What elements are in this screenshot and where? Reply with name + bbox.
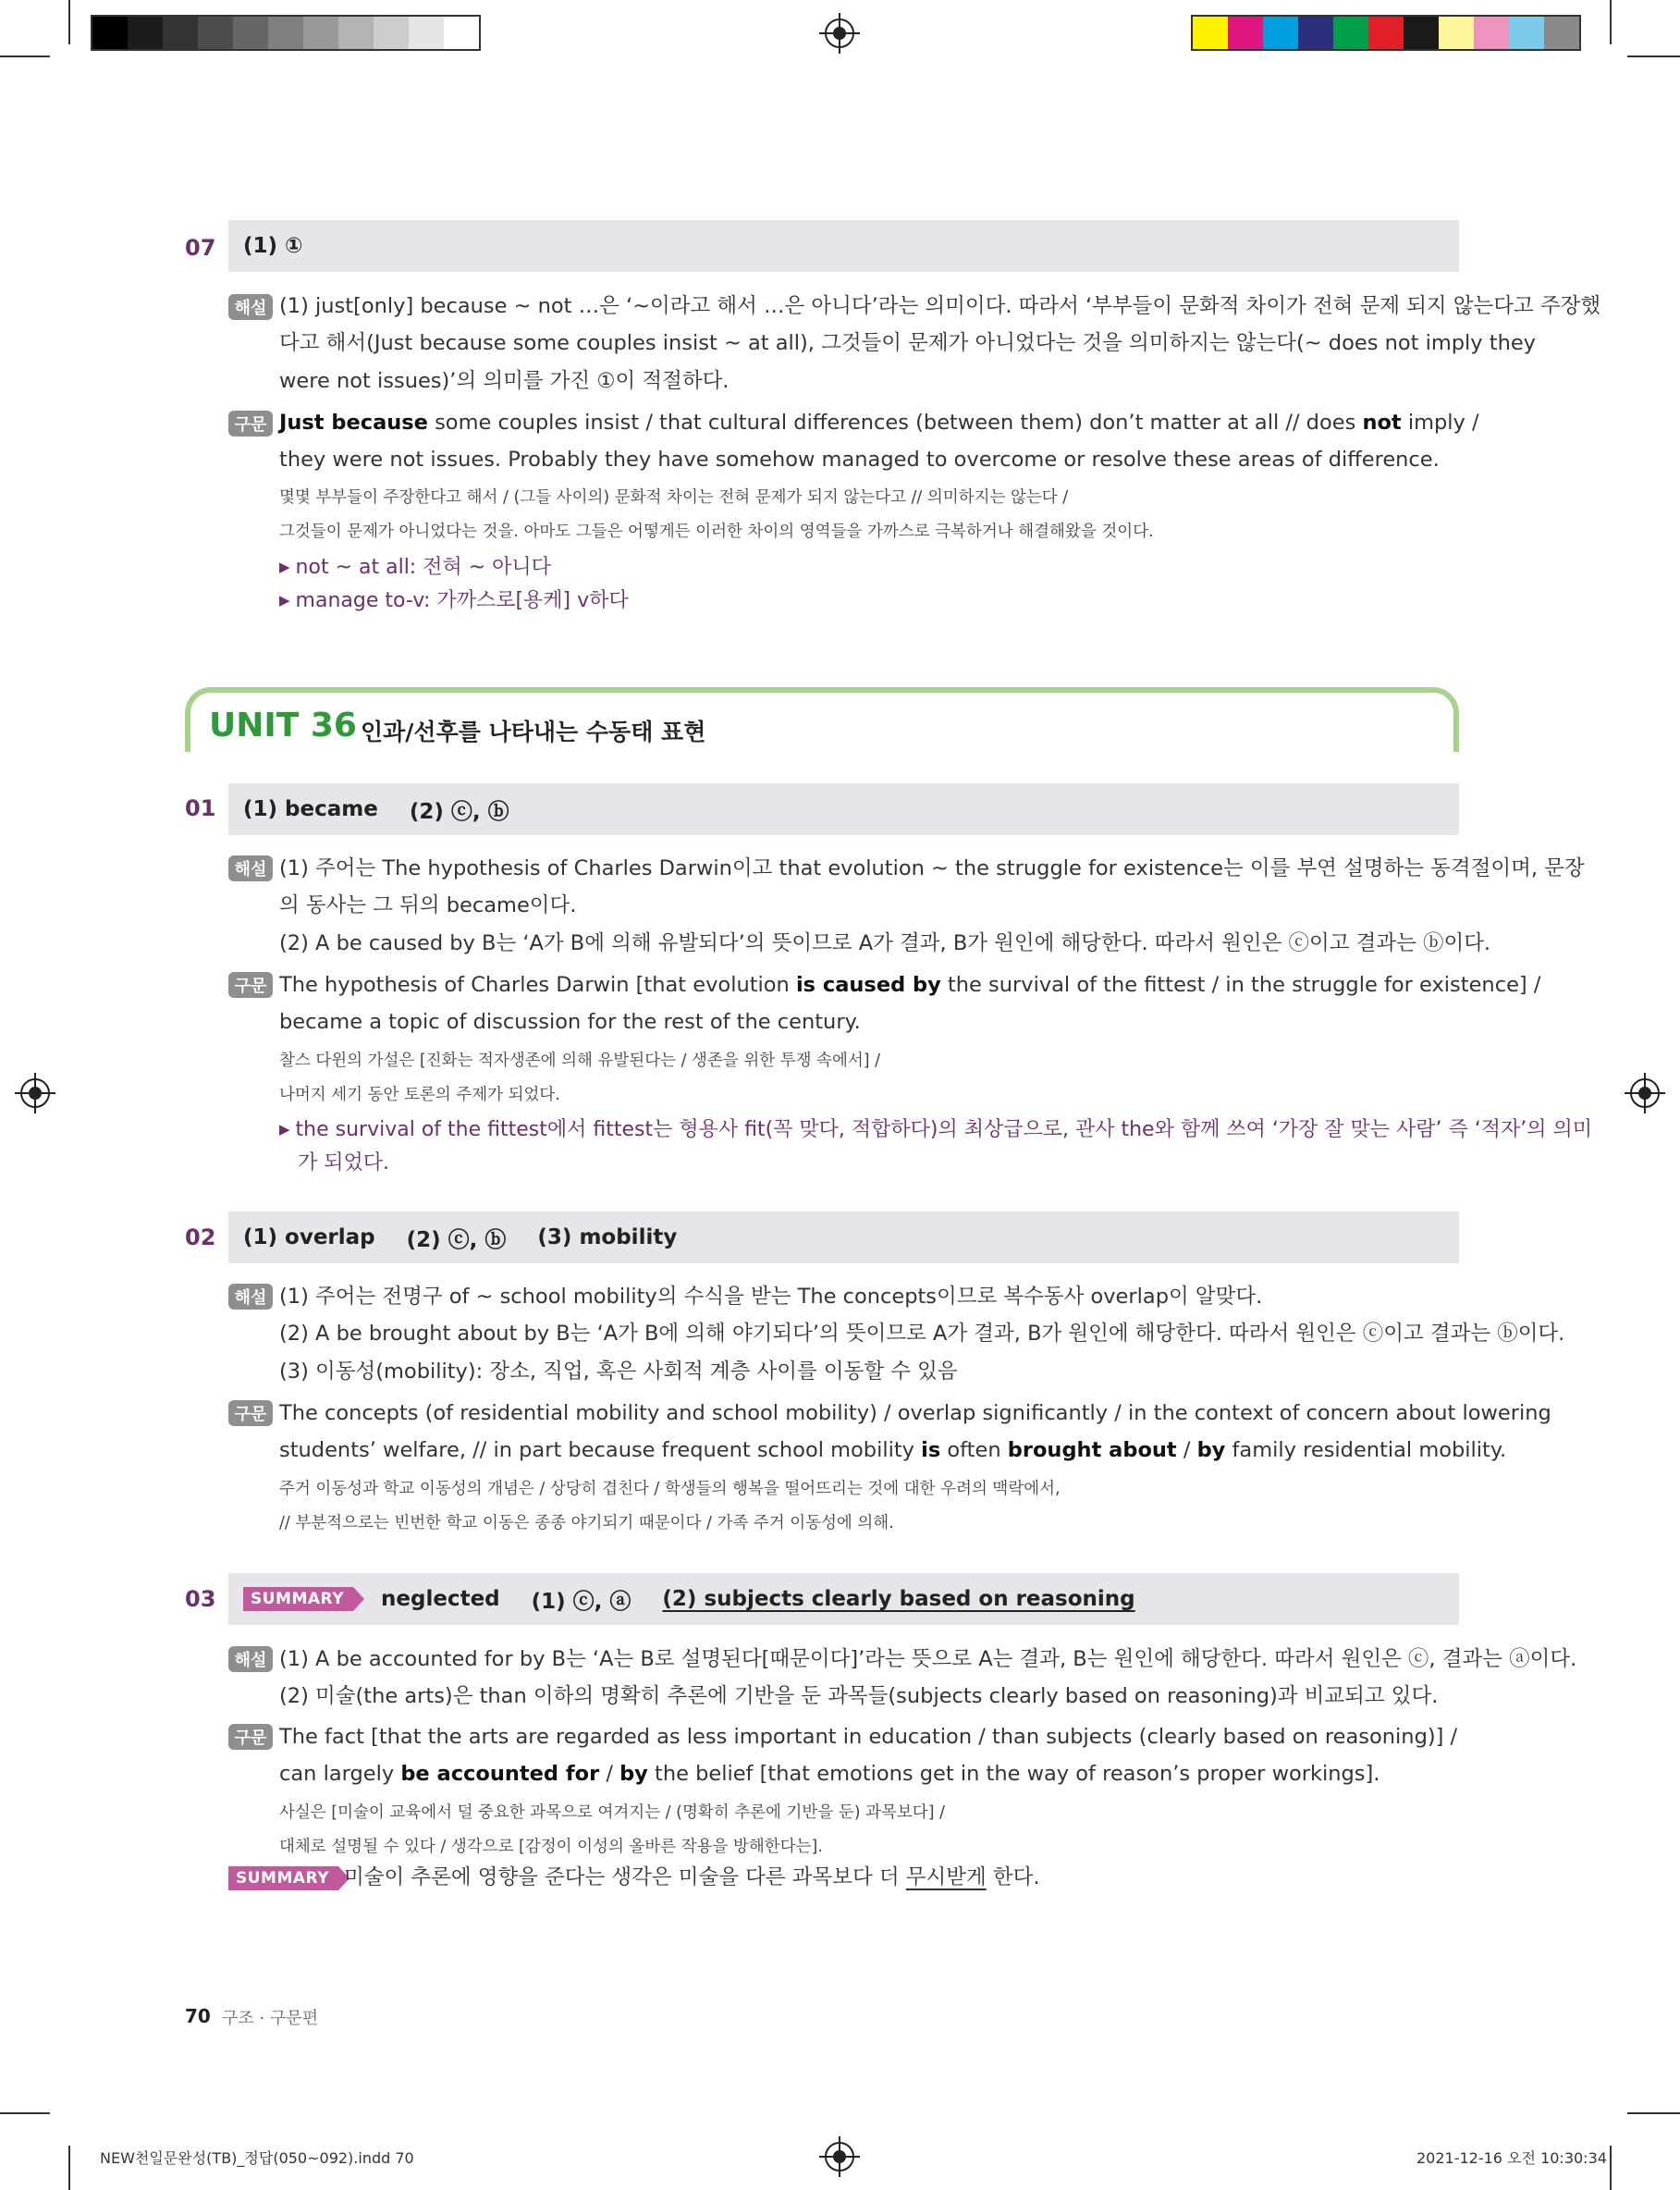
summary-sentence: 미술이 추론에 영향을 준다는 생각은 미술을 다른 과목보다 더 무시받게 한다. bbox=[344, 1865, 1040, 1889]
structure-line: The concepts (of residential mobility and school mobility) / overlap significantly / in the context of concern about lowering bbox=[279, 1401, 1551, 1425]
question-number: 02 bbox=[185, 1224, 216, 1250]
answer-text: (1) became bbox=[243, 797, 378, 821]
korean-translation: 사실은 [미술이 교육에서 덜 중요한 과목으로 여겨지는 / (명확히 추론에 기반을 둔) 과목보다] / bbox=[279, 1803, 945, 1822]
structure-tag: 구문 bbox=[228, 1724, 273, 1750]
explain-line: (1) just[only] because ~ not …은 ‘~이라고 해서 …은 아니다’라는 의미이다. 따라서 ‘부부들이 문화적 차이가 전혀 문제 되지 않는다고 주장했 bbox=[279, 294, 1601, 318]
answer-text: (1) overlap bbox=[243, 1225, 375, 1249]
explain-tag: 해설 bbox=[228, 294, 273, 320]
crop-mark bbox=[1610, 0, 1612, 44]
korean-translation: 대체로 설명될 수 있다 / 생각으로 [감정이 이성의 올바른 작용을 방해한다는]. bbox=[279, 1838, 823, 1856]
explain-line: (1) 주어는 전명구 of ~ school mobility의 수식을 받는 The concepts이므로 복수동사 overlap이 알맞다. bbox=[279, 1285, 1263, 1309]
answer-bar bbox=[228, 783, 1459, 835]
explain-line: 다고 해서(Just because some couples insist ~ at all), 그것들이 문제가 아니었다는 것을 의미하지는 않는다(~ does not imply they bbox=[279, 331, 1536, 355]
grammar-note: ▶ the survival of the fittest에서 fittest는 형용사 fit(꼭 맞다, 적합하다)의 최상급으로, 관사 the와 함께 쓰여 ‘가장 잘 맞는 사람’ 즉 ‘적자’의 의미 bbox=[279, 1113, 1592, 1142]
question-number: 07 bbox=[185, 235, 216, 261]
explain-tag: 해설 bbox=[228, 1284, 273, 1310]
question-number: 03 bbox=[185, 1586, 216, 1612]
summary-badge: SUMMARY bbox=[228, 1866, 338, 1890]
registration-mark-icon bbox=[1630, 1078, 1660, 1108]
registration-mark-icon bbox=[825, 18, 854, 48]
section-name: 구조 · 구문편 bbox=[222, 2009, 319, 2028]
answer-text: (1) ⓒ, ⓐ bbox=[531, 1589, 632, 1614]
answer-text: (3) mobility bbox=[537, 1225, 678, 1249]
korean-translation: 찰스 다윈의 가설은 [진화는 적자생존에 의해 유발된다는 / 생존을 위한 투쟁 속에서] / bbox=[279, 1052, 881, 1070]
answer-bar bbox=[228, 1573, 1459, 1625]
crop-mark bbox=[68, 0, 70, 44]
explain-line: 의 동사는 그 뒤의 became이다. bbox=[279, 893, 577, 917]
question-number: 01 bbox=[185, 795, 216, 821]
crop-mark bbox=[0, 2112, 50, 2114]
korean-translation: 몇몇 부부들이 주장한다고 해서 / (그들 사이의) 문화적 차이는 전혀 문제가 되지 않는다고 // 의미하지는 않는다 / bbox=[279, 488, 1069, 507]
page-number: 70 bbox=[185, 2005, 211, 2027]
grammar-note: ▶ not ~ at all: 전혀 ~ 아니다 bbox=[279, 551, 551, 580]
answer-text: (2) ⓒ, ⓑ bbox=[409, 799, 509, 824]
crop-mark bbox=[1610, 2146, 1612, 2190]
structure-line: Just because some couples insist / that cultural differences (between them) don’t matter at all // does not imply / bbox=[279, 411, 1479, 435]
korean-translation: // 부분적으로는 빈번한 학교 이동은 종종 야기되기 때문이다 / 가족 주거 이동성에 의해. bbox=[279, 1514, 894, 1532]
crop-mark bbox=[1627, 55, 1680, 57]
korean-translation: 나머지 세기 동안 토론의 주제가 되었다. bbox=[279, 1086, 560, 1104]
answer-text: (2) subjects clearly based on reasoning bbox=[662, 1587, 1135, 1611]
structure-line: The fact [that the arts are regarded as less important in education / than subjects (clearly based on reasoning)] / bbox=[279, 1725, 1458, 1749]
unit-label: UNIT 36 bbox=[209, 707, 357, 744]
registration-mark-icon bbox=[20, 1078, 50, 1108]
slug-filename: NEW천일문완성(TB)_정답(050~092).indd 70 bbox=[100, 2149, 414, 2167]
slug-date: 2021-12-16 오전 10:30:34 bbox=[1416, 2149, 1607, 2167]
answer-text: (1) ① bbox=[243, 234, 303, 258]
korean-translation: 주거 이동성과 학교 이동성의 개념은 / 상당히 겹친다 / 학생들의 행복을 떨어뜨리는 것에 대한 우려의 맥락에서, bbox=[279, 1480, 1061, 1498]
explain-line: (1) 주어는 The hypothesis of Charles Darwin이고 that evolution ~ the struggle for existence는 이를 부연 설명하는 동격절이며, 문장 bbox=[279, 856, 1585, 880]
answer-text: (2) ⓒ, ⓑ bbox=[406, 1227, 507, 1252]
unit-title: 인과/선후를 나타내는 수동태 표현 bbox=[361, 719, 706, 745]
crop-mark bbox=[0, 55, 50, 57]
answer-text: neglected bbox=[381, 1587, 500, 1611]
structure-line: they were not issues. Probably they have somehow managed to overcome or resolve these areas of difference. bbox=[279, 448, 1440, 472]
explain-line: (1) A be accounted for by B는 ‘A는 B로 설명된다[때문이다]’라는 뜻으로 A는 결과, B는 원인에 해당한다. 따라서 원인은 ⓒ, 결과는 ⓐ이다. bbox=[279, 1647, 1577, 1671]
korean-translation: 그것들이 문제가 아니었다는 것을. 아마도 그들은 어떻게든 이러한 차이의 영역들을 가까스로 극복하거나 해결해왔을 것이다. bbox=[279, 523, 1154, 541]
structure-line: became a topic of discussion for the rest of the century. bbox=[279, 1010, 861, 1034]
structure-tag: 구문 bbox=[228, 972, 273, 998]
answer-bar bbox=[228, 220, 1459, 272]
structure-tag: 구문 bbox=[228, 411, 273, 437]
structure-line: students’ welfare, // in part because frequent school mobility is often brought about / by family residential mobility. bbox=[279, 1438, 1507, 1462]
crop-mark bbox=[68, 2146, 70, 2190]
structure-tag: 구문 bbox=[228, 1400, 273, 1426]
grammar-note-continued: 가 되었다. bbox=[298, 1151, 389, 1175]
summary-badge: SUMMARY bbox=[243, 1587, 353, 1611]
crop-mark bbox=[1627, 2112, 1680, 2114]
explain-tag: 해설 bbox=[228, 1646, 273, 1672]
explain-line: were not issues)’의 의미를 가진 ①이 적절하다. bbox=[279, 369, 730, 393]
structure-line: The hypothesis of Charles Darwin [that evolution is caused by the survival of the fittest / in the struggle for existence] / bbox=[279, 973, 1541, 997]
explain-line: (2) A be caused by B는 ‘A가 B에 의해 유발되다’의 뜻이므로 A가 결과, B가 원인에 해당한다. 따라서 원인은 ⓒ이고 결과는 ⓑ이다. bbox=[279, 931, 1491, 955]
structure-line: can largely be accounted for / by the belief [that emotions get in the way of reason’s proper workings]. bbox=[279, 1762, 1380, 1786]
grayscale-color-bar bbox=[91, 15, 481, 51]
explain-line: (3) 이동성(mobility): 장소, 직업, 혹은 사회적 계층 사이를 이동할 수 있음 bbox=[279, 1360, 958, 1384]
process-color-bar bbox=[1191, 15, 1581, 51]
explain-line: (2) A be brought about by B는 ‘A가 B에 의해 야기되다’의 뜻이므로 A가 결과, B가 원인에 해당한다. 따라서 원인은 ⓒ이고 결과는 ⓑ이다. bbox=[279, 1322, 1565, 1346]
answer-bar bbox=[228, 1212, 1459, 1263]
grammar-note: ▶ manage to-v: 가까스로[용케] v하다 bbox=[279, 584, 629, 613]
explain-line: (2) 미술(the arts)은 than 이하의 명확히 추론에 기반을 둔 과목들(subjects clearly based on reasoning)과 비교되고 있다. bbox=[279, 1684, 1439, 1708]
explain-tag: 해설 bbox=[228, 855, 273, 881]
registration-mark-icon bbox=[825, 2142, 854, 2172]
